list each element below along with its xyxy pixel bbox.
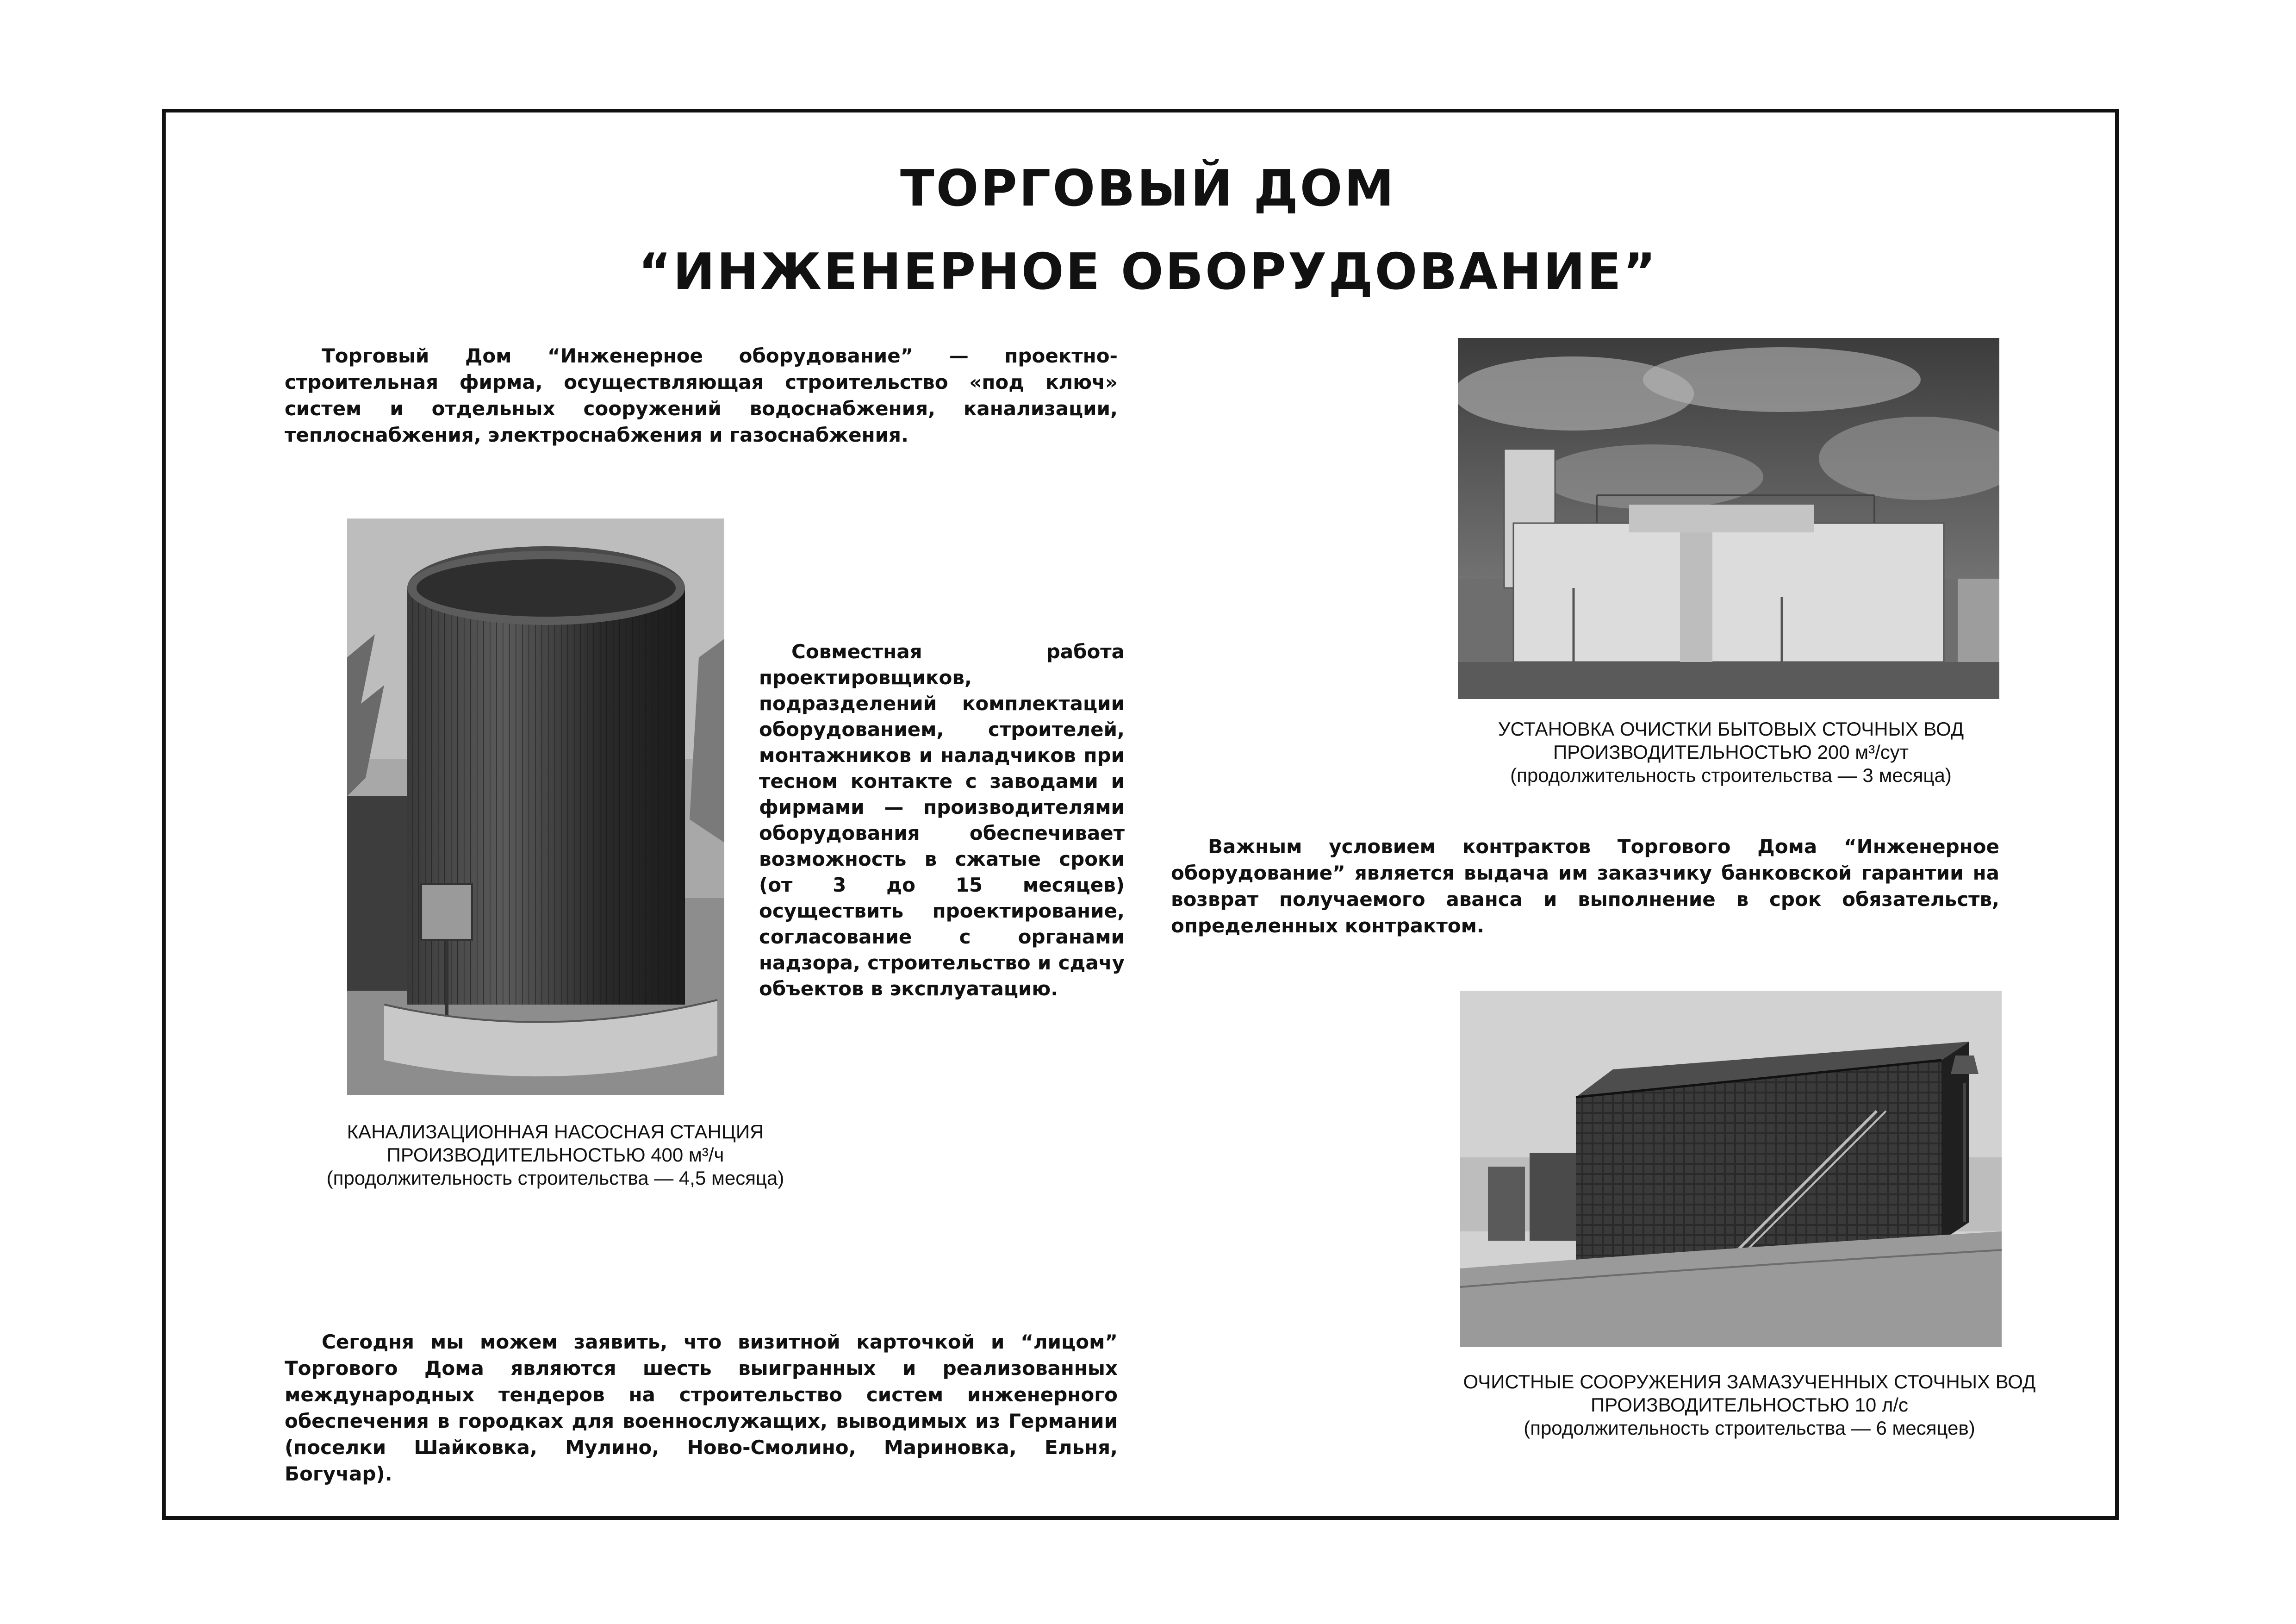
cooperation-paragraph: Совместная работа проектировщиков, подразделений комплектации оборудованием, строителей, монтажников и наладчиков при тесном контакте с заводами и фирмами — производителями оборудования обеспечивает возможность в сжатые сроки (от 3 до 15 месяцев) осуществить проектирование, согласование с органами надзора, строительство и сдачу объектов в эксплуатацию. — [759, 640, 1125, 1000]
pump-station-image — [347, 518, 724, 1095]
pump-station-caption-capacity: ПРОИЗВОДИТЕЛЬНОСТЬЮ 400 м³/ч — [386, 1144, 724, 1166]
sludge-treatment-caption-title: ОЧИСТНЫЕ СООРУЖЕНИЯ ЗАМАЗУЧЕННЫХ СТОЧНЫХ ВОД — [1463, 1371, 2036, 1393]
pump-station-caption — [259, 1120, 852, 1190]
household-treatment-caption — [1398, 718, 2064, 787]
household-treatment-image — [1458, 338, 1999, 699]
intro-paragraph: Торговый Дом “Инженерное оборудование” — проектно-строительная фирма, осуществляющая строительство «под ключ» систем и отдельных сооружений водоснабжения, канализации, теплоснабжения, электроснабжения и газоснабжения. — [285, 344, 1118, 446]
pump-station-caption-duration: (продолжительность строительства — 4,5 месяца) — [326, 1167, 784, 1189]
tenders-paragraph: Сегодня мы можем заявить, что визитной карточкой и “лицом” Торгового Дома являются шесть выигранных и реализованных международных тендеров на строительство систем инженерного обеспечения в городках для военнослужащих, выводимых из Германии (поселки Шайковка, Мулино, Ново-Смолино, Мариновка, Ельня, Богучар). — [285, 1330, 1118, 1485]
sludge-treatment-caption-duration: (продолжительность строительства — 6 месяцев) — [1524, 1417, 1975, 1439]
pump-station-photo — [347, 518, 724, 1095]
guarantee-paragraph: Важным условием контрактов Торгового Дома “Инженерное оборудование” является выдача им заказчику банковской гарантии на возврат получаемого аванса и выполнение в срок обязательств, определенных контрактом. — [1171, 835, 1999, 937]
household-treatment-photo — [1458, 338, 1999, 699]
sludge-treatment-photo — [1460, 991, 2002, 1347]
household-treatment-caption-title: УСТАНОВКА ОЧИСТКИ БЫТОВЫХ СТОЧНЫХ ВОД — [1498, 718, 1964, 740]
sludge-treatment-image — [1460, 991, 2002, 1347]
sludge-treatment-caption — [1416, 1370, 2083, 1440]
sludge-treatment-caption-capacity: ПРОИЗВОДИТЕЛЬНОСТЬЮ 10 л/с — [1590, 1394, 1909, 1416]
page-title-line-1: ТОРГОВЫЙ ДОМ — [900, 160, 1396, 218]
page-title-line-2: “ИНЖЕНЕРНОЕ ОБОРУДОВАНИЕ” — [638, 243, 1658, 301]
household-treatment-caption-capacity: ПРОИЗВОДИТЕЛЬНОСТЬЮ 200 м³/сут — [1553, 741, 1909, 763]
pump-station-caption-title: КАНАЛИЗАЦИОННАЯ НАСОСНАЯ СТАНЦИЯ — [347, 1121, 764, 1143]
household-treatment-caption-duration: (продолжительность строительства — 3 месяца) — [1510, 764, 1952, 786]
